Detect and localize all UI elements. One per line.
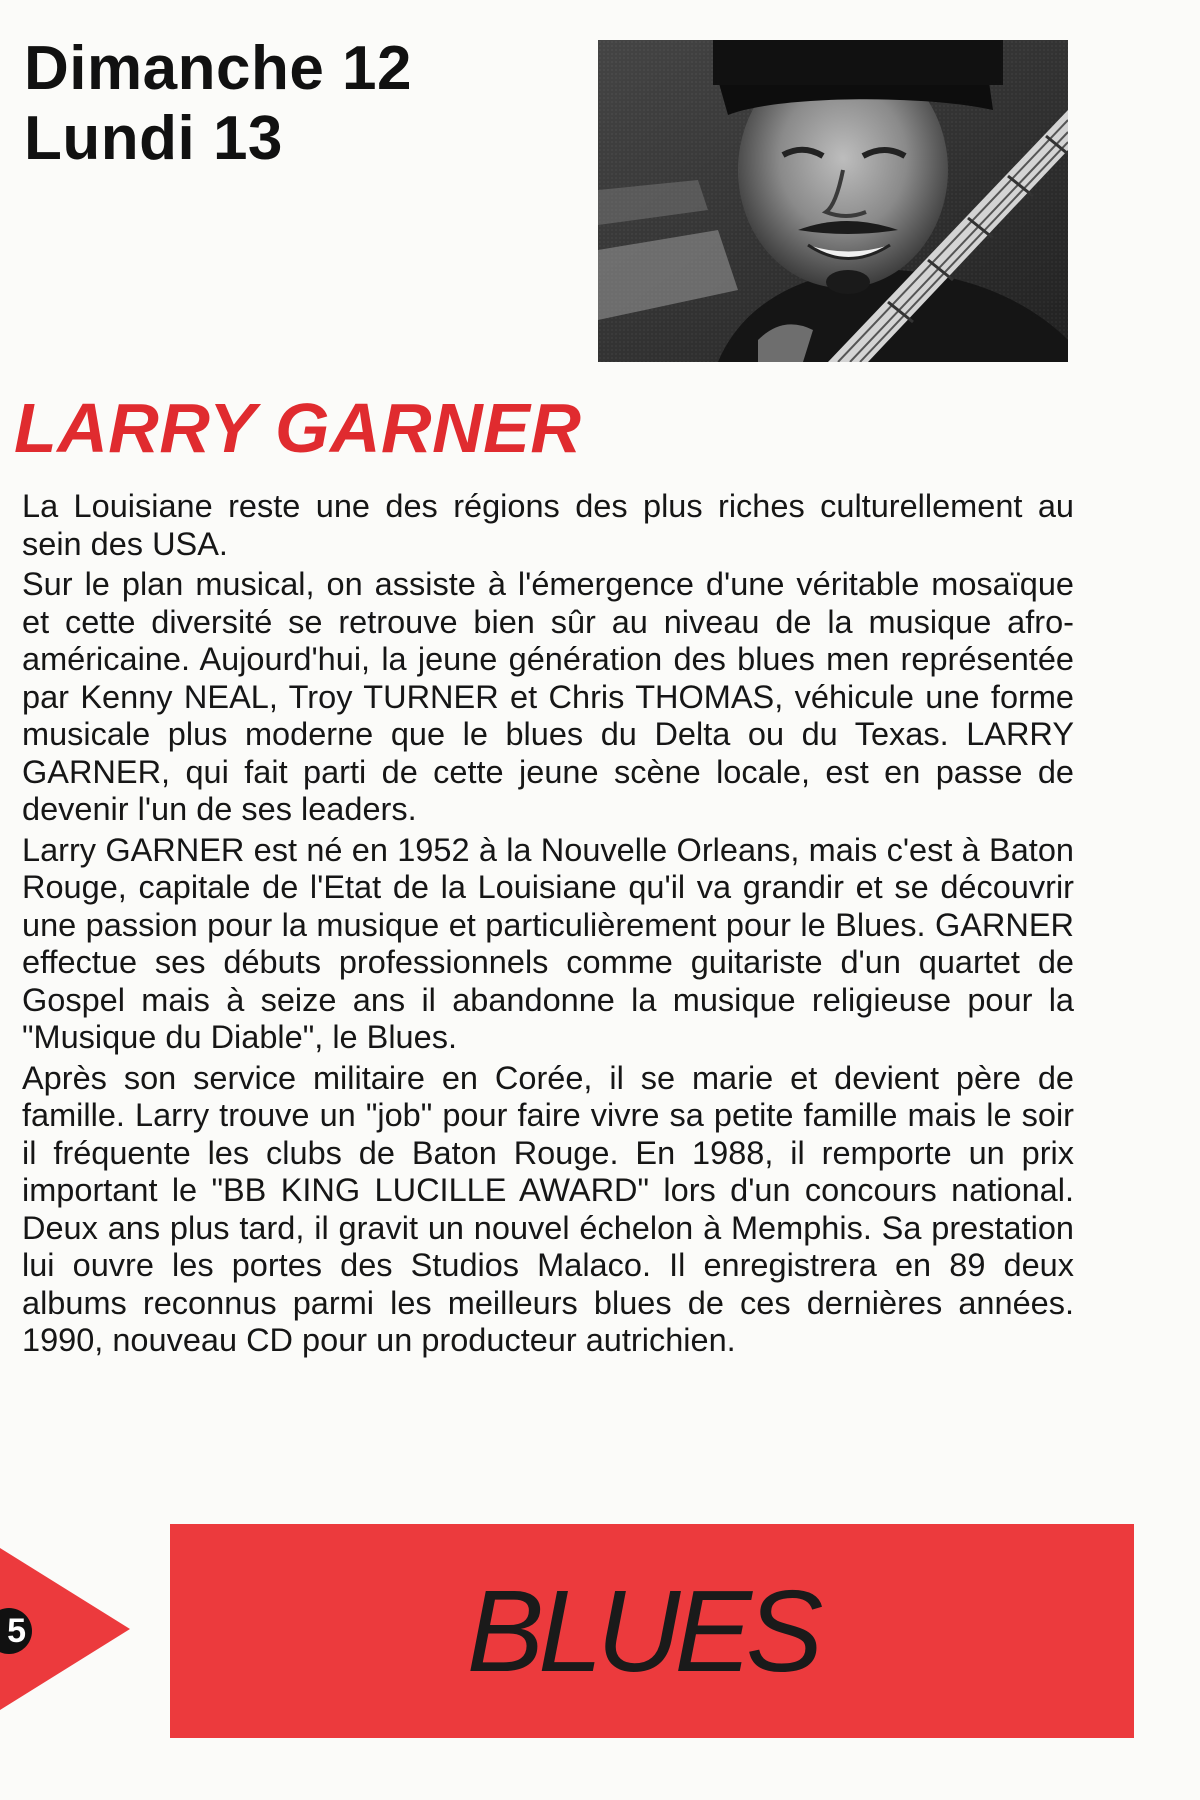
article-paragraph-3: Larry GARNER est né en 1952 à la Nouvelle Orleans, mais c'est à Baton Rouge, capitale de l'Etat de la Louisiane qu'il va grandir et se découvrir une passion pour la musique et particulièrement pour le Blues. GARNER effectue ses débuts professionnels comme guitariste d'un quartet de Gospel mais à seize ans il abandonne la musique religieuse pour la "Musique du Diable", le Blues. (22, 831, 1074, 1055)
article-paragraph-4: Après son service militaire en Corée, il se marie et devient père de famille. Larry trouve un "job" pour faire vivre sa petite famille mais le soir il fréquente les clubs de Baton Rouge. En 1988, il remporte un prix important le "BB KING LUCILLE AWARD" lors d'un concours national. Deux ans plus tard, il gravit un nouvel échelon à Memphis. Sa prestation lui ouvre les portes des Studios Malaco. Il enregistrera en 89 deux albums reconnus parmi les meilleurs blues de ces dernières années. 1990, nouveau CD pour un producteur autrichien. (22, 1059, 1074, 1358)
article-paragraph-1: La Louisiane reste une des régions des plus riches culturellement au sein des USA. (22, 488, 1074, 562)
artist-photo (598, 40, 1068, 362)
page-number-badge: 5 (0, 1608, 32, 1654)
date-line-monday: Lundi 13 (24, 104, 283, 173)
date-line-sunday: Dimanche 12 (24, 34, 413, 103)
article-body (22, 488, 1074, 1363)
musician-photo-illustration (598, 40, 1068, 362)
event-dates (24, 34, 412, 174)
article-paragraph-2: Sur le plan musical, on assiste à l'émergence d'une véritable mosaïque et cette diversité se retrouve bien sûr au niveau de la musique afro-américaine. Aujourd'hui, la jeune génération des blues men représentée par Kenny NEAL, Troy TURNER et Chris THOMAS, véhicule une forme musicale plus moderne que le blues du Delta ou du Texas. LARRY GARNER, qui fait parti de cette jeune scène locale, est en passe de devenir l'un de ses leaders. (22, 566, 1074, 827)
genre-label: BLUES (466, 1566, 818, 1696)
artist-name: LARRY GARNER (14, 389, 582, 467)
genre-banner (170, 1524, 1134, 1738)
